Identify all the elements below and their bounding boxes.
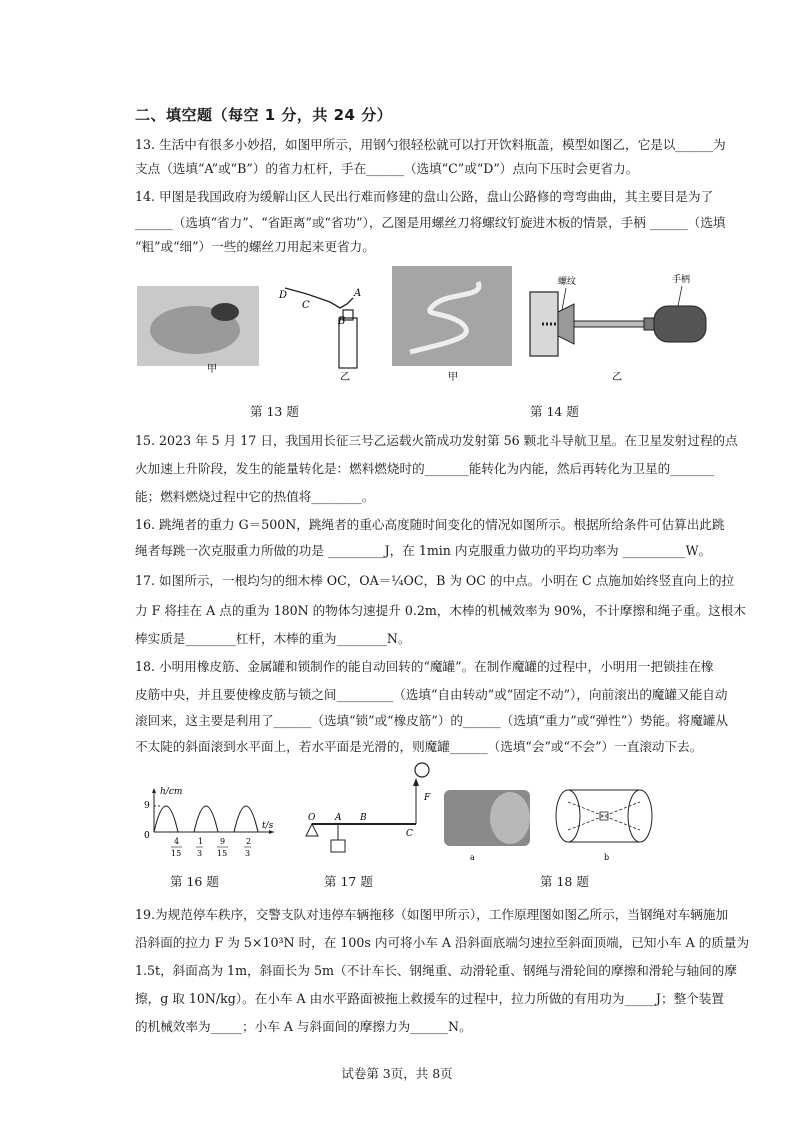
- figure-18: [440, 784, 670, 864]
- q15-line-1: 15. 2023 年 5 月 17 日，我国用长征三号乙运载火箭成功发射第 56 颗北斗导航卫星。在卫星发射过程的点: [135, 433, 738, 448]
- x-tick-3-den: 15: [217, 849, 228, 858]
- q19-line-1: 19.为规范停车秩序，交警支队对违停车辆拖移（如图甲所示），工作原理图如图乙所示，当钢绳对车辆施加: [135, 907, 729, 922]
- screwdriver-collar: [644, 318, 654, 330]
- bottle-cap: [211, 303, 239, 321]
- thread-label: 螺纹: [558, 277, 577, 287]
- origin-label: 0: [144, 831, 150, 841]
- point-b-label: B: [338, 316, 346, 327]
- force-arrow: [413, 778, 419, 786]
- q13-line-1: 13. 生活中有很多小妙招，如图甲所示，用钢勺很轻松就可以打开饮料瓶盖，模型如图乙，它是以______为: [135, 137, 726, 152]
- figure-14: [390, 262, 720, 392]
- fig13-caption: 第 13 题: [250, 404, 299, 419]
- q18-line-3: 滚回来，这主要是利用了______（选填“锁”或“橡皮筋”）的______（选填“重力”或“弹性”）势能。将魔罐从: [135, 713, 729, 728]
- fig18-label-b: b: [604, 853, 610, 862]
- hand-grip: [415, 763, 429, 777]
- handle-label: 手柄: [672, 275, 691, 285]
- screw-head: [558, 304, 574, 344]
- q14-line-2: ______（选填“省力”、“省距离”或“省功”），乙图是用螺丝刀将螺纹钉旋进木板的情景，手柄 ______（选填: [135, 215, 726, 230]
- x-tick-4-den: 3: [245, 849, 251, 858]
- y-axis-arrow: [152, 788, 156, 793]
- x-tick-2: [196, 837, 203, 858]
- can-right-end: [628, 790, 652, 842]
- fig13-label-left: 甲: [207, 364, 217, 375]
- q16-line-1: 16. 跳绳者的重力 G＝500N，跳绳者的重心高度随时间变化的情况如图所示。根据所给条件可估算出此跳: [135, 517, 725, 532]
- x-tick-1-den: 15: [171, 849, 182, 858]
- x-tick-3: [217, 837, 228, 858]
- spoon-lever: [285, 288, 353, 308]
- y-tick-9: 9: [144, 801, 150, 811]
- point-c-label: C: [302, 300, 310, 311]
- fig14-label-right: 乙: [612, 372, 622, 383]
- x-tick-1: [171, 837, 182, 858]
- fig16-caption: 第 16 题: [170, 874, 219, 889]
- point-a-label-17: A: [335, 813, 342, 823]
- q15-line-2: 火加速上升阶段，发生的能量转化是：燃料燃烧时的_______能转化为内能，然后再转化为卫星的_______: [135, 461, 715, 476]
- q15-line-3: 能；燃料燃烧过程中它的热值将________。: [135, 489, 375, 504]
- point-c-label-17: C: [406, 829, 413, 839]
- q16-line-2: 绳者每跳一次克服重力所做的功是 _________J，在 1min 内克服重力做功的平均功率为 __________W。: [135, 543, 712, 558]
- fig14-label-left: 甲: [448, 372, 458, 383]
- thread-pointer: [562, 288, 566, 310]
- q19-line-5: 的机械效率为_____；小车 A 与斜面间的摩擦力为______N。: [135, 1019, 472, 1034]
- fig18-label-a: a: [470, 853, 475, 862]
- x-tick-4-num: 2: [246, 837, 252, 846]
- height-curve: [154, 806, 258, 832]
- can-lid: [490, 792, 530, 844]
- q14-line-1: 14. 甲图是我国政府为缓解山区人民出行难而修建的盘山公路，盘山公路修的弯弯曲曲，其主要目是为了: [135, 189, 714, 204]
- force-label: F: [424, 793, 431, 803]
- point-d-label: D: [279, 290, 288, 301]
- x-tick-3-num: 9: [220, 837, 226, 846]
- point-o-label: O: [308, 813, 316, 823]
- pivot-support: [306, 824, 318, 836]
- lock-weight: [600, 812, 608, 820]
- q19-line-3: 1.5t，斜面高为 1m，斜面长为 5m（不计车长、钢绳重、动滑轮重、钢绳与滑轮间的摩擦和滑轮与轴间的摩: [135, 963, 737, 978]
- figure-17-drawing: [300, 760, 440, 860]
- x-tick-4: [244, 837, 251, 858]
- q17-line-3: 棒实质是________杠杆，木棒的重为________N。: [135, 631, 411, 646]
- can-left-end: [556, 790, 580, 842]
- x-tick-1-num: 4: [174, 837, 180, 846]
- rubber-bands: [568, 802, 640, 830]
- hanging-weight: [331, 840, 345, 852]
- point-b-label-17: B: [360, 813, 367, 823]
- x-tick-2-num: 1: [198, 837, 204, 846]
- fig13-label-right: 乙: [340, 372, 350, 383]
- screwdriver-handle: [654, 306, 706, 342]
- q13-line-2: 支点（选填“A”或“B”）的省力杠杆，手在______（选填“C”或“D”）点向下压时会更省力。: [135, 161, 639, 176]
- x-tick-2-den: 3: [197, 849, 203, 858]
- figure-17: [300, 760, 440, 860]
- figure-13-drawing: [135, 268, 375, 388]
- q18-line-2: 皮筋中央，并且要使橡皮筋与锁之间_________（选填“自由转动”或“固定不动”），向前滚出的魔罐又能自动: [135, 687, 728, 702]
- page-footer: 试卷第 3页，共 8页: [341, 1066, 453, 1081]
- q17-line-1: 17. 如图所示，一根均匀的细木棒 OC，OA＝¼OC，B 为 OC 的中点。小明在 C 点施加始终竖直向上的拉: [135, 573, 735, 588]
- q18-line-1: 18. 小明用橡皮筋、金属罐和锁制作的能自动回转的“魔罐”。在制作魔罐的过程中，小明用一把锁挂在橡: [135, 659, 714, 674]
- fig17-caption: 第 17 题: [324, 874, 373, 889]
- q19-line-4: 擦，g 取 10N/kg）。在小车 A 由水平路面被拖上救援车的过程中，拉力所做的有用功为_____J；整个装置: [135, 991, 724, 1006]
- handle-pointer: [678, 286, 682, 306]
- q19-line-2: 沿斜面的拉力 F 为 5×10³N 时，在 100s 内可将小车 A 沿斜面底端匀速拉至斜面顶端，已知小车 A 的质量为: [135, 935, 750, 950]
- fig18-caption: 第 18 题: [540, 874, 589, 889]
- fig14-caption: 第 14 题: [530, 404, 579, 419]
- figure-16: [140, 784, 280, 864]
- figure-16-graph: [140, 784, 280, 864]
- q17-line-2: 力 F 将挂在 A 点的重为 180N 的物体匀速提升 0.2m，木棒的机械效率为 90%，不计摩擦和绳子重。这根木: [135, 603, 746, 618]
- x-axis-label: t/s: [262, 821, 274, 831]
- section-title: 二、填空题（每空 1 分，共 24 分）: [135, 106, 393, 124]
- figure-13: [135, 268, 375, 388]
- point-a-label: A: [354, 288, 362, 299]
- q14-line-3: “粗”或“细”）一些的螺丝刀用起来更省力。: [135, 239, 375, 254]
- q18-line-4: 不太陡的斜面滚到水平面上，若水平面是光滑的，则魔罐______（选填“会”或“不会”）一直滚动下去。: [135, 739, 703, 754]
- y-axis-label: h/cm: [160, 787, 183, 797]
- figure-14-drawing: [390, 262, 720, 392]
- screwdriver-shaft: [574, 321, 644, 327]
- figure-18-drawing: [440, 784, 670, 864]
